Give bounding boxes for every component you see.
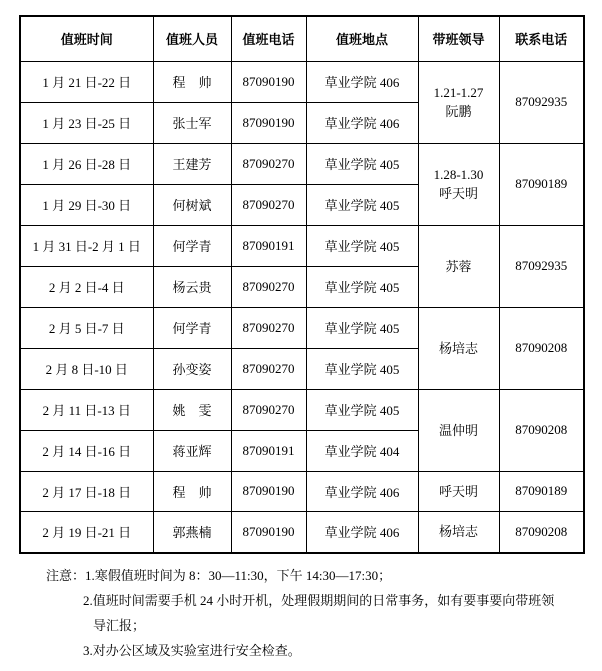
cell-phone: 87090190: [231, 61, 306, 102]
cell-time: 2 月 11 日-13 日: [20, 389, 153, 430]
cell-time: 1 月 23 日-25 日: [20, 102, 153, 143]
cell-person: 张士军: [153, 102, 231, 143]
notes-section: [46, 563, 554, 663]
table-row: [20, 511, 584, 553]
table-row: [20, 471, 584, 511]
cell-leader: [418, 225, 499, 307]
column-header-5: 联系电话: [499, 16, 584, 61]
cell-person: 蒋亚辉: [153, 430, 231, 471]
cell-person: 郭燕楠: [153, 511, 231, 553]
cell-person: 姚 雯: [153, 389, 231, 430]
table-row: [20, 143, 584, 184]
table-row: [20, 225, 584, 266]
cell-phone: 87090191: [231, 225, 306, 266]
cell-location: 草业学院 406: [306, 102, 418, 143]
cell-person: 程 帅: [153, 471, 231, 511]
table-row: [20, 61, 584, 102]
note-line: 导汇报；: [93, 618, 146, 633]
leader-line: 苏蓉: [445, 258, 472, 274]
cell-contact-phone: 87090189: [499, 471, 584, 511]
cell-leader: [418, 471, 499, 511]
table-body: [20, 61, 584, 553]
cell-phone: 87090190: [231, 102, 306, 143]
cell-person: 何学青: [153, 307, 231, 348]
leader-line: 温仲明: [438, 422, 478, 438]
cell-time: 1 月 26 日-28 日: [20, 143, 153, 184]
cell-phone: 87090190: [231, 511, 306, 553]
cell-person: 杨云贵: [153, 266, 231, 307]
cell-phone: 87090190: [231, 471, 306, 511]
table-row: [20, 389, 584, 430]
cell-time: 2 月 17 日-18 日: [20, 471, 153, 511]
leader-line: 1.21-1.27: [433, 85, 484, 100]
column-header-0: 值班时间: [20, 16, 153, 61]
cell-leader: [418, 143, 499, 225]
cell-location: 草业学院 406: [306, 511, 418, 553]
cell-time: 2 月 5 日-7 日: [20, 307, 153, 348]
header-row: [20, 16, 584, 61]
note-line: 注意：1.寒假值班时间为 8：30—11:30，下午 14:30—17:30；: [46, 568, 392, 583]
table-row: [20, 307, 584, 348]
cell-contact-phone: 87090208: [499, 389, 584, 471]
cell-location: 草业学院 406: [306, 471, 418, 511]
cell-leader: [418, 61, 499, 143]
leader-line: 呼天明: [438, 186, 478, 201]
cell-time: 1 月 21 日-22 日: [20, 61, 153, 102]
cell-time: 2 月 2 日-4 日: [20, 266, 153, 307]
cell-location: 草业学院 405: [306, 225, 418, 266]
cell-location: 草业学院 405: [306, 389, 418, 430]
cell-time: 1 月 29 日-30 日: [20, 184, 153, 225]
cell-location: 草业学院 405: [306, 184, 418, 225]
cell-person: 孙变姿: [153, 348, 231, 389]
cell-contact-phone: 87090208: [499, 307, 584, 389]
cell-location: 草业学院 405: [306, 348, 418, 389]
cell-phone: 87090270: [231, 184, 306, 225]
cell-location: 草业学院 405: [306, 143, 418, 184]
leader-line: 杨培志: [438, 524, 478, 540]
duty-schedule-table: [19, 15, 585, 554]
cell-time: 2 月 8 日-10 日: [20, 348, 153, 389]
note-line: 2.值班时间需要手机 24 小时开机，处理假期期间的日常事务，如有要事要向带班领: [83, 593, 555, 608]
cell-time: 2 月 19 日-21 日: [20, 511, 153, 553]
cell-location: 草业学院 404: [306, 430, 418, 471]
cell-leader: [418, 511, 499, 553]
leader-line: 1.28-1.30: [433, 167, 484, 182]
cell-time: 1 月 31 日-2 月 1 日: [20, 225, 153, 266]
cell-phone: 87090270: [231, 307, 306, 348]
cell-contact-phone: 87090208: [499, 511, 584, 553]
cell-contact-phone: 87092935: [499, 225, 584, 307]
cell-person: 何学青: [153, 225, 231, 266]
note-line: 3.对办公区域及实验室进行安全检查。: [83, 643, 301, 658]
cell-person: 何树斌: [153, 184, 231, 225]
cell-contact-phone: 87092935: [499, 61, 584, 143]
cell-phone: 87090270: [231, 348, 306, 389]
cell-contact-phone: 87090189: [499, 143, 584, 225]
column-header-2: 值班电话: [231, 16, 306, 61]
leader-line: 阮鹏: [445, 104, 472, 119]
cell-phone: 87090191: [231, 430, 306, 471]
leader-line: 呼天明: [438, 483, 478, 499]
cell-person: 程 帅: [153, 61, 231, 102]
cell-location: 草业学院 405: [306, 307, 418, 348]
cell-person: 王建芳: [153, 143, 231, 184]
column-header-3: 值班地点: [306, 16, 418, 61]
cell-location: 草业学院 406: [306, 61, 418, 102]
cell-leader: [418, 389, 499, 471]
cell-time: 2 月 14 日-16 日: [20, 430, 153, 471]
leader-line: 杨培志: [438, 340, 478, 356]
cell-phone: 87090270: [231, 389, 306, 430]
cell-location: 草业学院 405: [306, 266, 418, 307]
column-header-1: 值班人员: [153, 16, 231, 61]
cell-leader: [418, 307, 499, 389]
cell-phone: 87090270: [231, 266, 306, 307]
column-header-4: 带班领导: [418, 16, 499, 61]
cell-phone: 87090270: [231, 143, 306, 184]
